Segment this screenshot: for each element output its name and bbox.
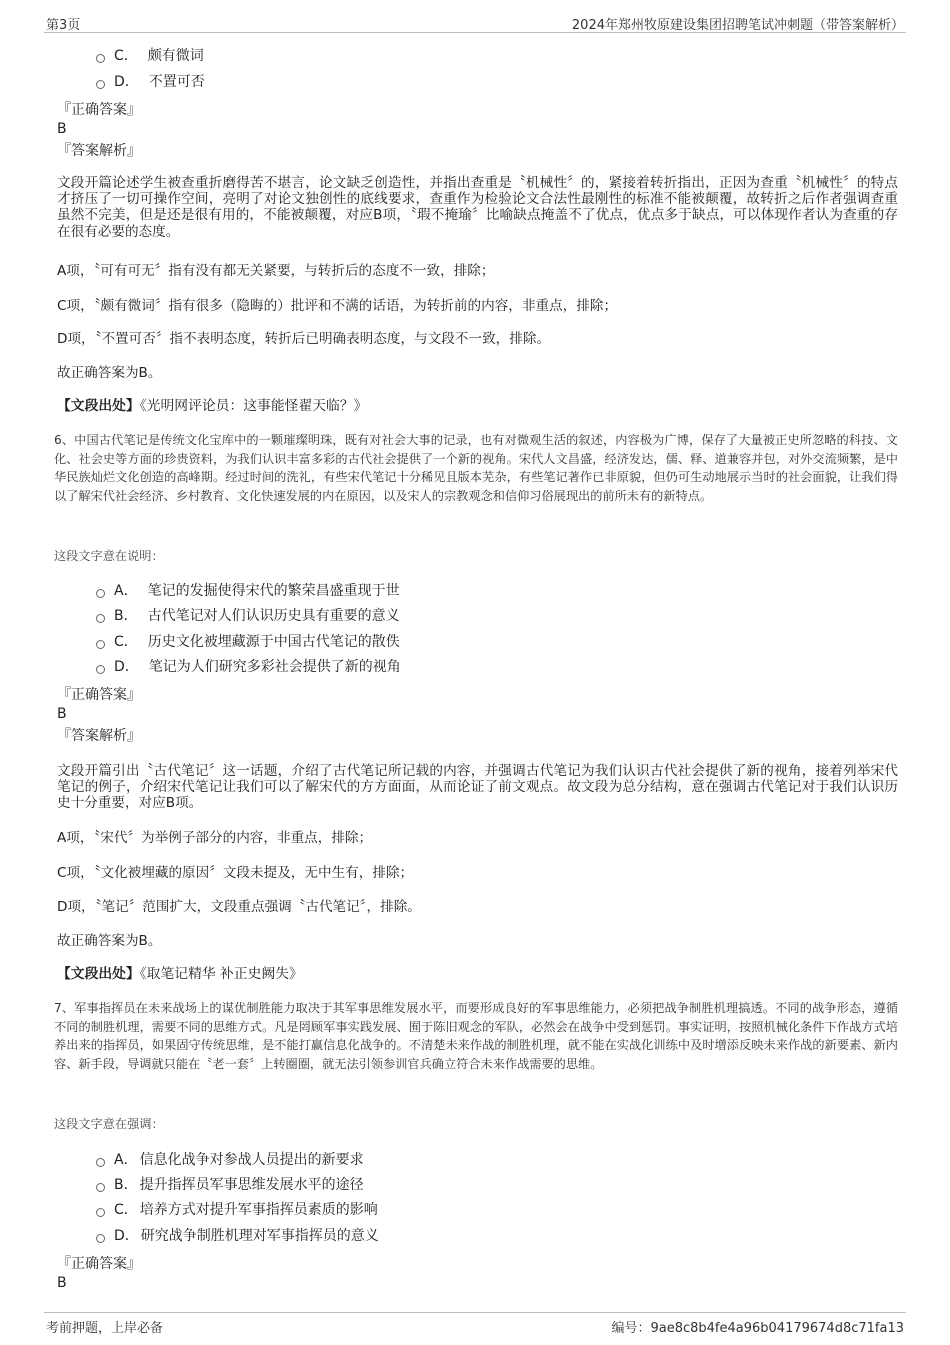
page-header <box>44 0 906 33</box>
code-value: 9ae8c8b4fe4a96b04179674d8c71fa13 <box>650 1321 904 1336</box>
code-label: 编号： <box>611 1321 651 1336</box>
q7-option-b[interactable]: B． 提升指挥员军事思维发展水平的途径 <box>96 1175 364 1195</box>
q5-option-d[interactable]: D． 不置可否 <box>96 72 205 92</box>
document-title: 2024年郑州牧原建设集团招聘笔试冲刺题（带答案解析） <box>571 18 904 33</box>
q5-answer: B <box>57 121 67 137</box>
q6-option-b[interactable]: B． 古代笔记对人们认识历史具有重要的意义 <box>96 606 400 626</box>
q5-conclusion: 故正确答案为B。 <box>57 365 162 381</box>
q5-answer-label: 『正确答案』 <box>57 102 141 118</box>
radio-icon[interactable] <box>96 640 105 649</box>
q6-option-a-note: A项，〝宋代〞为举例子部分的内容，非重点，排除； <box>57 830 373 846</box>
radio-icon[interactable] <box>96 665 105 674</box>
footer-slogan: 考前押题，上岸必备 <box>46 1321 164 1336</box>
q6-option-c[interactable]: C． 历史文化被埋藏源于中国古代笔记的散佚 <box>96 632 400 652</box>
q7-option-a[interactable]: A． 信息化战争对参战人员提出的新要求 <box>96 1150 364 1170</box>
q6-question: 6、中国古代笔记是传统文化宝库中的一颗璀璨明珠，既有对社会大事的记录，也有对微观生活的叙述，内容极为广博，保存了大量被正史所忽略的科技、文化、社会史等方面的珍贵资料，为我们认识丰富多彩的古代社会提供了一个新的视角。宋代人文昌盛，经济发达，儒、释、道兼容并包，对外交流频繁，是中华民族灿烂文化创造的高峰期。经过时间的洗礼，有些宋代笔记十分稀见且版本芜杂，有些笔记著作已非原貌，但仍可生动地展示当时的社会面貌，让我们得以了解宋代社会经济、乡村教育、文化快速发展的内在原因，以及宋人的宗教观念和信仰习俗展现出的前所未有的新特点。 <box>54 433 898 503</box>
q5-option-a-note: A项，〝可有可无〞指有没有都无关紧要，与转折后的态度不一致，排除； <box>57 263 495 279</box>
source-title: 《取笔记精华 补正史阙失》 <box>139 966 303 982</box>
source-title: 《光明网评论员：这事能怪翟天临？》 <box>139 398 368 414</box>
q6-conclusion: 故正确答案为B。 <box>57 933 162 949</box>
q6-option-c-note: C项，〝文化被埋藏的原因〞文段未提及，无中生有，排除； <box>57 865 414 881</box>
source-label: 【文段出处】 <box>57 398 140 414</box>
q7-answer-label: 『正确答案』 <box>57 1256 141 1272</box>
q6-source <box>57 965 898 983</box>
radio-icon[interactable] <box>96 1234 105 1243</box>
page-footer <box>44 1312 906 1343</box>
radio-icon[interactable] <box>96 589 105 598</box>
q7-answer: B <box>57 1275 67 1291</box>
q6-answer: B <box>57 706 67 722</box>
q6-option-a[interactable]: A． 笔记的发掘使得宋代的繁荣昌盛重现于世 <box>96 581 400 601</box>
q7-option-d[interactable]: D． 研究战争制胜机理对军事指挥员的意义 <box>96 1226 379 1246</box>
radio-icon[interactable] <box>96 1208 105 1217</box>
q5-analysis-label: 『答案解析』 <box>57 143 141 159</box>
radio-icon[interactable] <box>96 80 105 89</box>
page-number: 第3页 <box>46 18 81 33</box>
q7-question: 7、军事指挥员在未来战场上的谋优制胜能力取决于其军事思维发展水平，而要形成良好的军事思维能力，必须把战争制胜机理搞透。不同的战争形态，遵循不同的制胜机理，需要不同的思维方式。凡是罔顾军事实践发展、囿于陈旧观念的军队，必然会在战争中受到惩罚。事实证明，按照机械化条件下作战方式培养出来的指挥员，如果固守传统思维，是不能打赢信息化战争的。不清楚未来作战的制胜机理，就不能在实战化训练中及时增添反映未来作战的新要素、新内容、新手段，导调就只能在〝老一套〞上转圈圈，就无法引领参训官兵确立符合未来作战需要的思维。 <box>54 1001 898 1071</box>
q6-prompt: 这段文字意在说明： <box>54 549 164 563</box>
radio-icon[interactable] <box>96 1183 105 1192</box>
q6-analysis-label: 『答案解析』 <box>57 728 141 744</box>
q6-option-d-note: D项，〝笔记〞范围扩大，文段重点强调〝古代笔记〞，排除。 <box>57 899 421 915</box>
radio-icon[interactable] <box>96 54 105 63</box>
document-code <box>611 1317 904 1336</box>
q5-option-c-note: C项，〝颇有微词〞指有很多（隐晦的）批评和不满的话语，为转折前的内容，非重点，排除； <box>57 298 618 314</box>
source-label: 【文段出处】 <box>57 966 140 982</box>
q6-option-d[interactable]: D． 笔记为人们研究多彩社会提供了新的视角 <box>96 657 401 677</box>
q5-source <box>57 397 898 415</box>
q6-answer-label: 『正确答案』 <box>57 687 141 703</box>
q6-analysis: 文段开篇引出〝古代笔记〞这一话题，介绍了古代笔记所记载的内容，并强调古代笔记为我们认识古代社会提供了新的视角，接着列举宋代笔记的例子，介绍宋代笔记让我们可以了解宋代的方方面面，从而论证了前文观点。故文段为总分结构，意在强调古代笔记对于我们认识历史十分重要，对应B项。 <box>57 763 898 812</box>
radio-icon[interactable] <box>96 1158 105 1167</box>
q5-analysis: 文段开篇论述学生被查重折磨得苦不堪言，论文缺乏创造性，并指出查重是〝机械性〞的，紧接着转折指出，正因为查重〝机械性〞的特点才挤压了一切可操作空间，亮明了对论文独创性的底线要求，查重作为检验论文合法性最刚性的标准不能被颠覆，故转折之后作者强调查重虽然不完美，但是还是很有用的，不能被颠覆，对应B项，〝瑕不掩瑜〞比喻缺点掩盖不了优点，优点多于缺点，可以体现作者认为查重的存在很有必要的态度。 <box>57 175 898 240</box>
q5-option-c[interactable]: C． 颇有微词 <box>96 46 204 66</box>
q7-prompt: 这段文字意在强调： <box>54 1117 164 1131</box>
radio-icon[interactable] <box>96 614 105 623</box>
q7-option-c[interactable]: C． 培养方式对提升军事指挥员素质的影响 <box>96 1200 378 1220</box>
q5-option-d-note: D项，〝不置可否〞指不表明态度，转折后已明确表明态度，与文段不一致，排除。 <box>57 331 551 347</box>
